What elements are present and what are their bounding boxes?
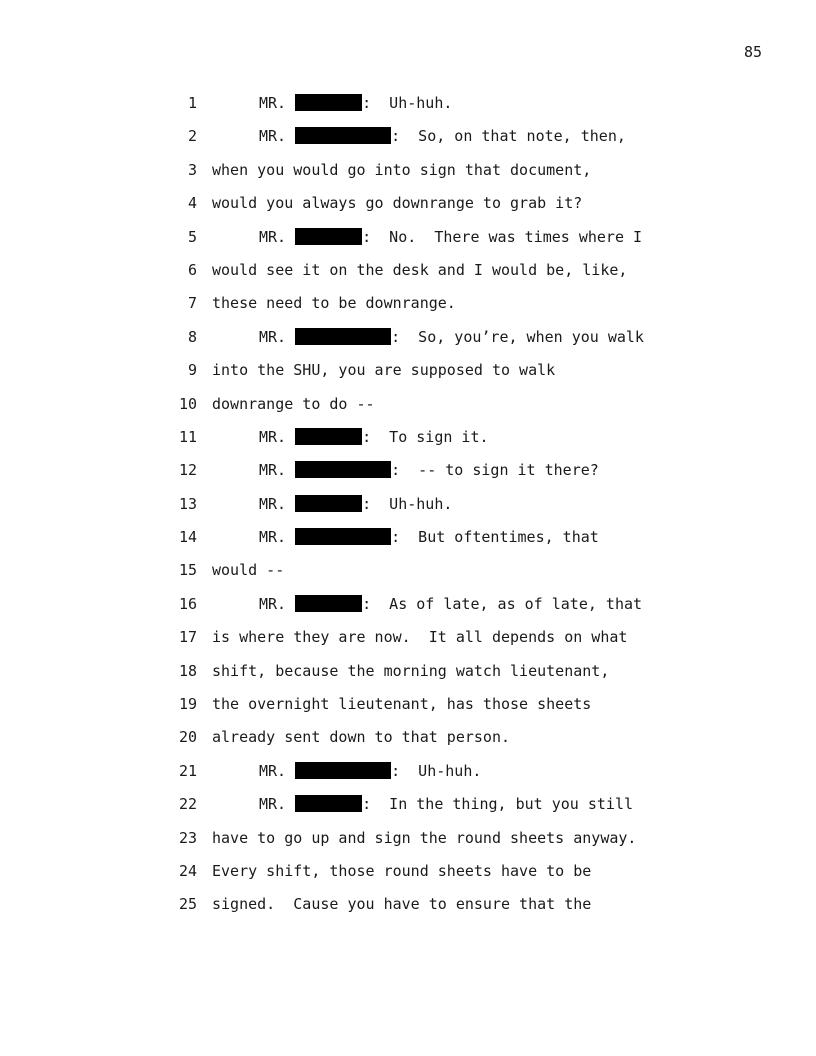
transcript-line: [170, 321, 690, 354]
line-number: 2: [187, 127, 197, 146]
line-number: 3: [187, 160, 197, 179]
line-number: 7: [187, 294, 197, 313]
transcript-line: [170, 688, 690, 721]
line-text: would --: [212, 561, 285, 580]
speaker-prefix: MR.: [259, 461, 287, 480]
redaction-bar: [295, 428, 362, 445]
speaker-prefix: MR.: [259, 528, 287, 547]
speech-text: : No. There was times where I: [362, 227, 643, 246]
line-text: would see it on the desk and I would be, like,: [212, 260, 628, 279]
redaction-bar: [295, 127, 391, 144]
line-number: 10: [178, 394, 197, 413]
speaker-prefix: MR.: [259, 594, 287, 613]
redaction-bar: [295, 228, 362, 245]
line-number: 9: [187, 361, 197, 380]
speaker-line-text: [259, 454, 599, 487]
speaker-line-text: [259, 588, 642, 621]
transcript-line: [170, 388, 690, 421]
speaker-prefix: MR.: [259, 427, 287, 446]
speaker-prefix: MR.: [259, 227, 287, 246]
line-number: 1: [187, 94, 197, 112]
speaker-line-text: [259, 421, 489, 454]
speaker-line-text: [259, 87, 452, 120]
redaction-bar: [295, 461, 391, 478]
transcript-line: [170, 588, 690, 621]
line-number: 23: [178, 828, 197, 847]
speech-text: : So, you’re, when you walk: [391, 327, 644, 346]
line-number: 25: [178, 895, 197, 914]
speech-text: : -- to sign it there?: [391, 461, 599, 480]
redaction-bar: [295, 528, 391, 545]
transcript-line: [170, 888, 690, 921]
transcript-line: [170, 154, 690, 187]
line-text: into the SHU, you are supposed to walk: [212, 361, 556, 380]
speech-text: : Uh-huh.: [362, 494, 453, 513]
transcript-line: [170, 855, 690, 888]
transcript-line: [170, 87, 690, 120]
speech-text: : In the thing, but you still: [362, 795, 634, 814]
speaker-line-text: [259, 221, 642, 254]
transcript-line: [170, 822, 690, 855]
transcript-line: [170, 621, 690, 654]
line-text: Every shift, those round sheets have to be: [212, 861, 592, 880]
transcript-line: [170, 454, 690, 487]
speech-text: : Uh-huh.: [362, 94, 453, 112]
redaction-bar: [295, 328, 391, 345]
speech-text: : Uh-huh.: [391, 761, 482, 780]
line-text: already sent down to that person.: [212, 728, 511, 747]
line-number: 15: [178, 561, 197, 580]
line-number: 4: [187, 194, 197, 213]
line-number: 21: [178, 761, 197, 780]
speech-text: : But oftentimes, that: [391, 528, 599, 547]
page-number: 85: [743, 43, 762, 61]
speaker-line-text: [259, 321, 644, 354]
line-number: 11: [178, 427, 197, 446]
speaker-line-text: [259, 488, 452, 521]
line-number: 12: [178, 461, 197, 480]
speech-text: : To sign it.: [362, 427, 489, 446]
redaction-bar: [295, 595, 362, 612]
redaction-bar: [295, 94, 362, 111]
speaker-line-text: [259, 521, 599, 554]
line-text: would you always go downrange to grab it?: [212, 194, 583, 213]
speaker-line-text: [259, 755, 481, 788]
line-text: these need to be downrange.: [212, 294, 456, 313]
line-number: 22: [178, 795, 197, 814]
line-text: the overnight lieutenant, has those sheets: [212, 695, 592, 714]
transcript-line: [170, 221, 690, 254]
redaction-bar: [295, 495, 362, 512]
transcript-line: [170, 755, 690, 788]
transcript-line: [170, 287, 690, 320]
speaker-prefix: MR.: [259, 127, 287, 146]
line-number: 13: [178, 494, 197, 513]
transcript-line: [170, 554, 690, 587]
redaction-bar: [295, 795, 362, 812]
transcript-line: [170, 488, 690, 521]
speaker-prefix: MR.: [259, 761, 287, 780]
line-number: 14: [178, 528, 197, 547]
transcript-line: [170, 721, 690, 754]
speaker-line-text: [259, 120, 626, 153]
speaker-prefix: MR.: [259, 327, 287, 346]
speech-text: : As of late, as of late, that: [362, 594, 643, 613]
line-text: is where they are now. It all depends on what: [212, 628, 628, 647]
line-text: shift, because the morning watch lieutenant,: [212, 661, 610, 680]
transcript-line: [170, 354, 690, 387]
line-text: signed. Cause you have to ensure that the: [212, 895, 592, 914]
transcript-line: [170, 421, 690, 454]
line-number: 6: [187, 260, 197, 279]
speaker-prefix: MR.: [259, 94, 287, 112]
line-text: downrange to do --: [212, 394, 375, 413]
line-text: when you would go into sign that document,: [212, 160, 592, 179]
line-number: 16: [178, 594, 197, 613]
speaker-line-text: [259, 788, 633, 821]
line-number: 20: [178, 728, 197, 747]
redaction-bar: [295, 762, 391, 779]
transcript-body: [170, 87, 690, 922]
transcript-line: [170, 120, 690, 153]
transcript-line: [170, 788, 690, 821]
line-number: 8: [187, 327, 197, 346]
speech-text: : So, on that note, then,: [391, 127, 626, 146]
transcript-line: [170, 254, 690, 287]
line-number: 17: [178, 628, 197, 647]
transcript-line: [170, 521, 690, 554]
line-number: 24: [178, 861, 197, 880]
line-number: 19: [178, 695, 197, 714]
line-number: 18: [178, 661, 197, 680]
speaker-prefix: MR.: [259, 795, 287, 814]
transcript-line: [170, 655, 690, 688]
line-text: have to go up and sign the round sheets anyway.: [212, 828, 637, 847]
line-number: 5: [187, 227, 197, 246]
speaker-prefix: MR.: [259, 494, 287, 513]
transcript-line: [170, 187, 690, 220]
